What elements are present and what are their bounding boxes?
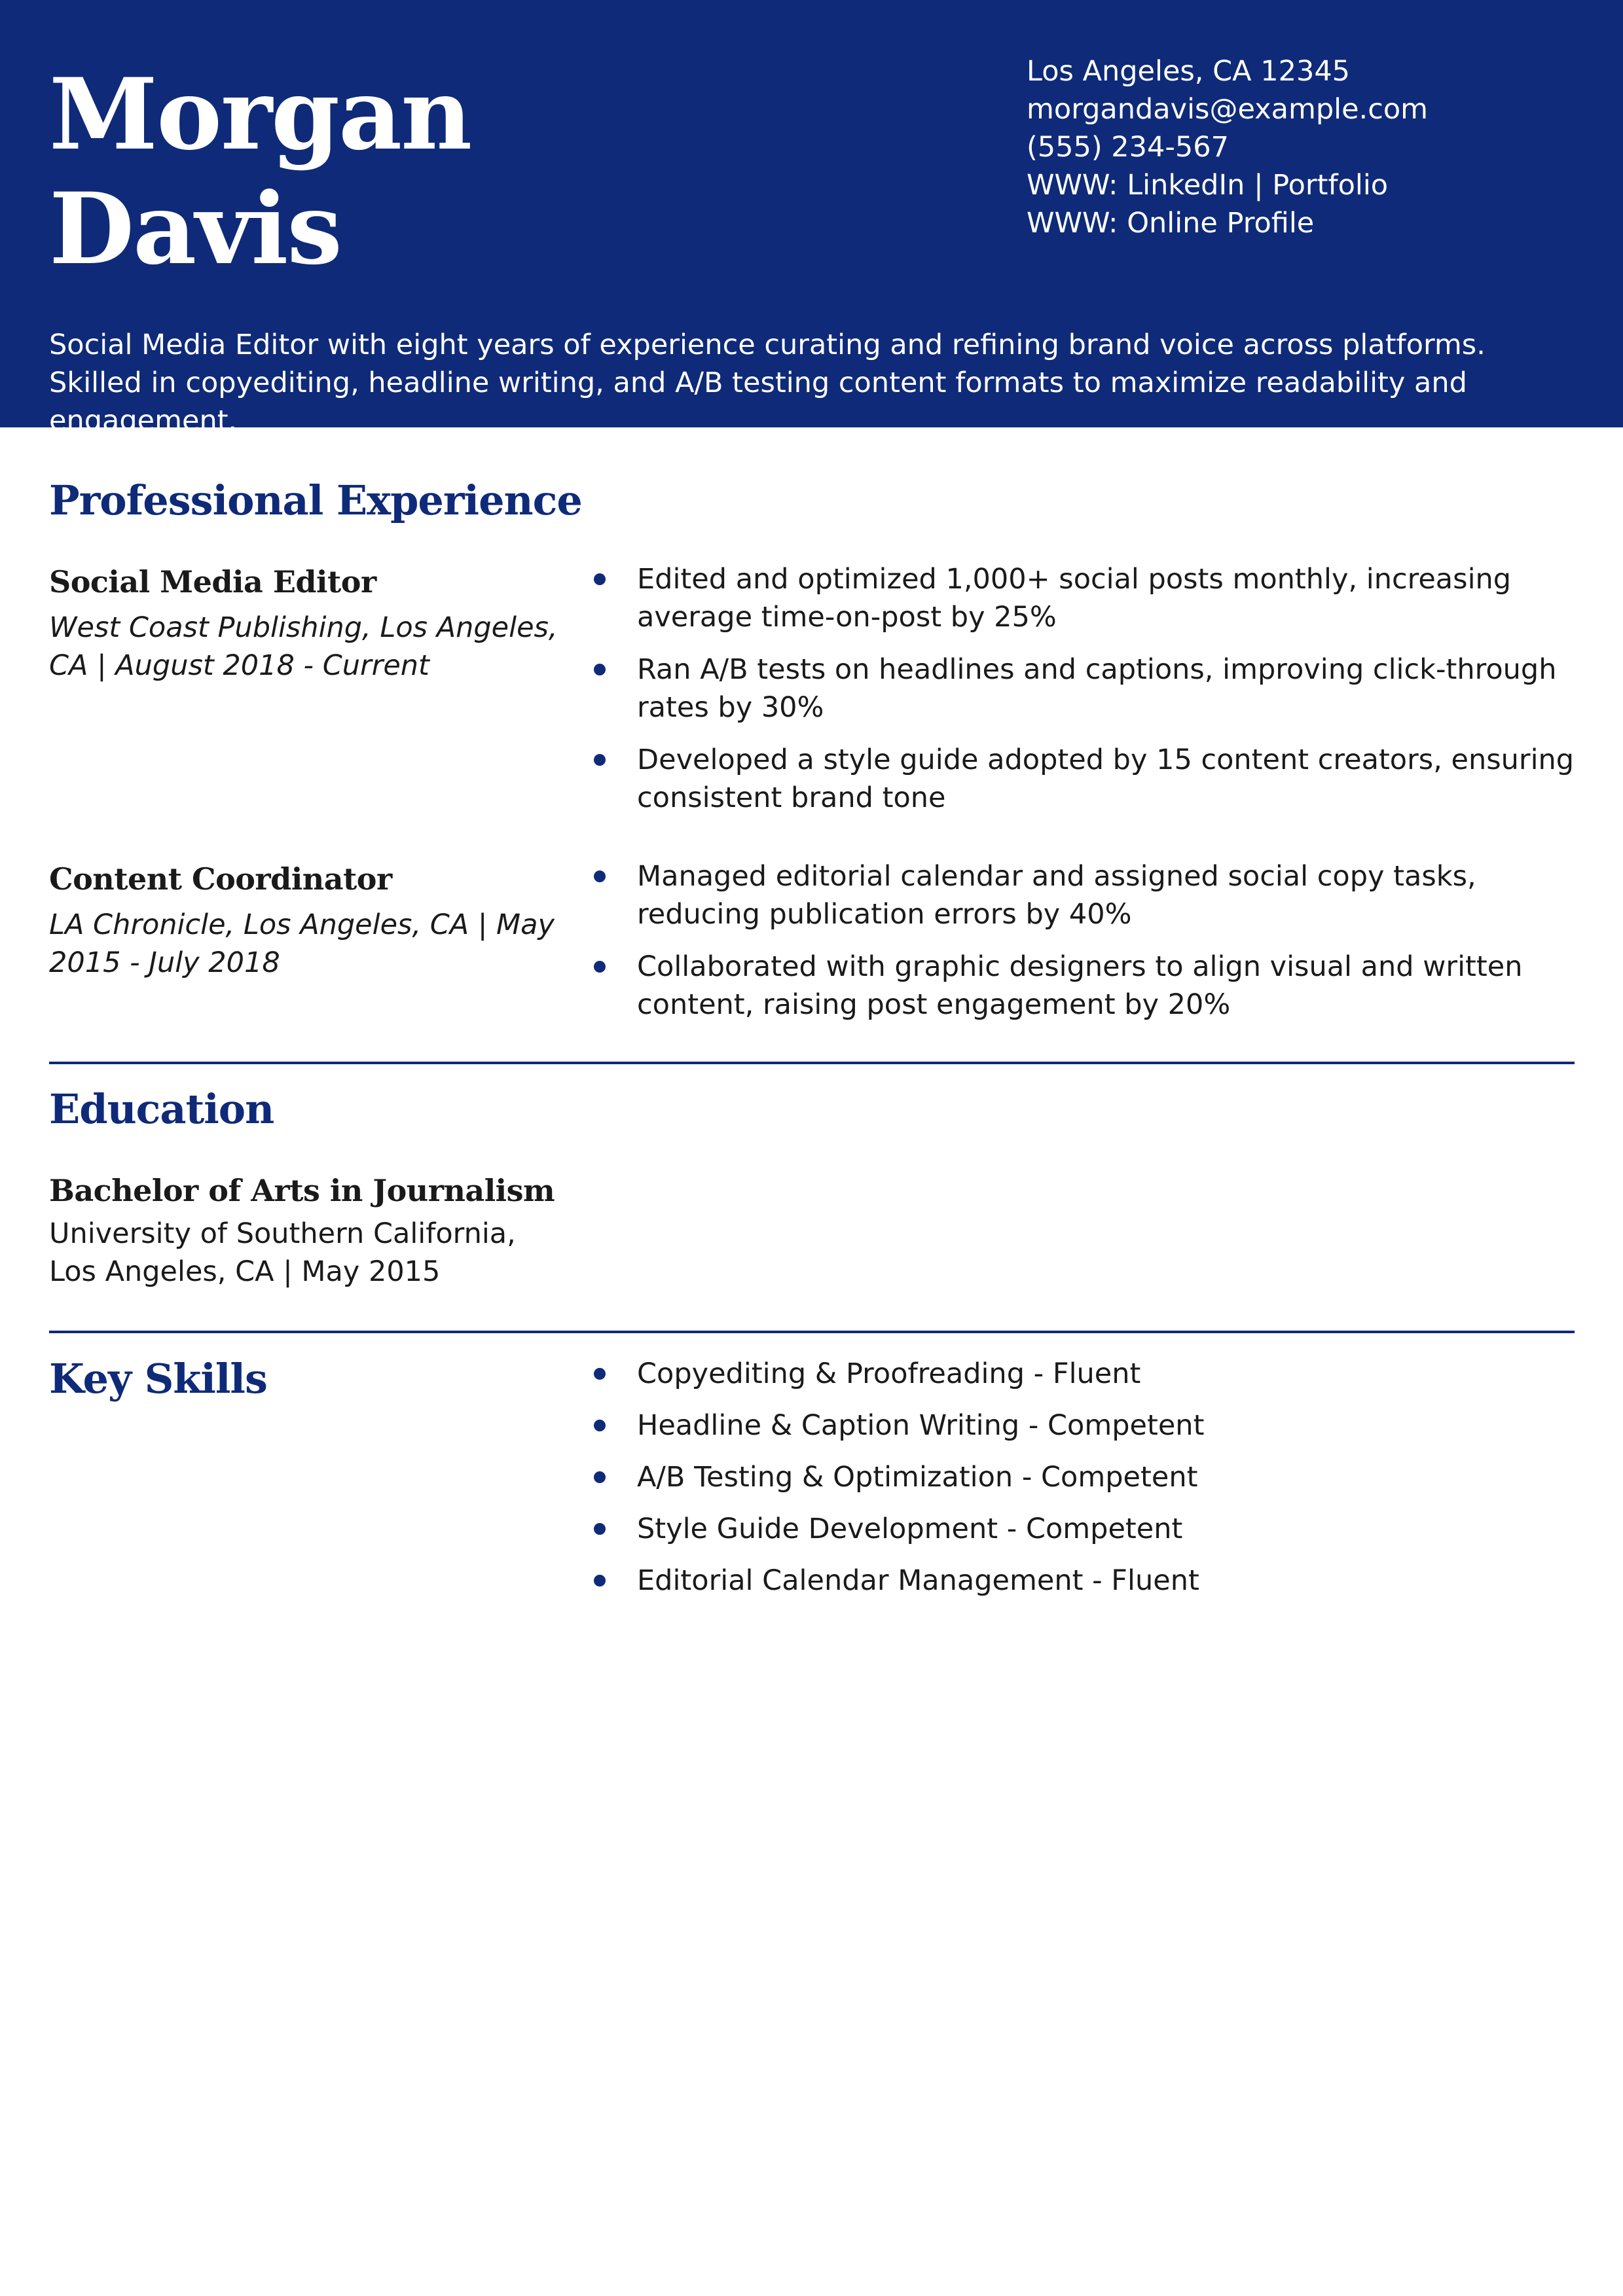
job-title: Social Media Editor [49,564,376,600]
bullet-icon [594,1471,606,1483]
bullet-icon [594,961,606,973]
section-title-skills: Key Skills [49,1355,267,1403]
last-name: Davis [49,171,341,287]
contact-location: Los Angeles, CA 12345 [1027,55,1351,88]
school-location-date: Los Angeles, CA | May 2015 [49,1255,441,1288]
candidate-name [49,58,471,287]
education-meta [49,1215,573,1291]
list-item: Ran A/B tests on headlines and captions, improving click-through rates by 30% [593,651,1575,726]
header-banner [0,0,1623,437]
section-title-education: Education [49,1085,274,1133]
job-meta: West Coast Publishing, Los Angeles, CA | August 2018 - Current [49,611,558,682]
bullet-icon [594,664,606,675]
list-item: Managed editorial calendar and assigned social copy tasks, reducing publication errors by 40% [593,857,1575,933]
contact-phone: (555) 234-567 [1027,131,1229,164]
bullet-icon [594,1523,606,1535]
section-divider [49,1062,1575,1064]
list-item: Headline & Caption Writing - Competent [593,1407,1575,1444]
list-item: A/B Testing & Optimization - Competent [593,1458,1575,1496]
bullet-icon [594,870,606,882]
list-item: Edited and optimized 1,000+ social posts monthly, increasing average time-on-post by 25% [593,560,1575,636]
professional-summary: Social Media Editor with eight years of experience curating and refining brand voice across platforms. Skilled in copyediting, headline writing, and A/B testing content formats to maximize readability and engagement. [49,329,1486,437]
list-item: Copyediting & Proofreading - Fluent [593,1355,1575,1393]
bullet-icon [594,1420,606,1431]
list-item: Collaborated with graphic designers to align visual and written content, raising post engagement by 20% [593,948,1575,1024]
bullet-icon [594,1368,606,1380]
contact-info [1027,52,1428,242]
section-title-experience: Professional Experience [49,476,582,524]
skills-list [593,1355,1575,1600]
bullet-icon [594,573,606,585]
list-item: Style Guide Development - Competent [593,1510,1575,1548]
contact-links-online-profile[interactable]: WWW: Online Profile [1027,207,1315,240]
contact-email[interactable]: morgandavis@example.com [1027,93,1429,126]
contact-links-linkedin-portfolio[interactable]: WWW: LinkedIn | Portfolio [1027,169,1389,202]
first-name: Morgan [49,57,471,172]
job-meta: LA Chronicle, Los Angeles, CA | May 2015 - July 2018 [49,908,555,979]
bullet-icon [594,1575,606,1587]
job-title: Content Coordinator [49,861,392,897]
job-bullets [593,857,1575,1024]
school-name: University of Southern California, [49,1217,516,1250]
list-item: Developed a style guide adopted by 15 content creators, ensuring consistent brand tone [593,741,1575,817]
section-divider [49,1331,1575,1333]
list-item: Editorial Calendar Management - Fluent [593,1562,1575,1600]
bullet-icon [594,754,606,766]
degree-title: Bachelor of Arts in Journalism [49,1173,555,1208]
job-bullets [593,560,1575,817]
